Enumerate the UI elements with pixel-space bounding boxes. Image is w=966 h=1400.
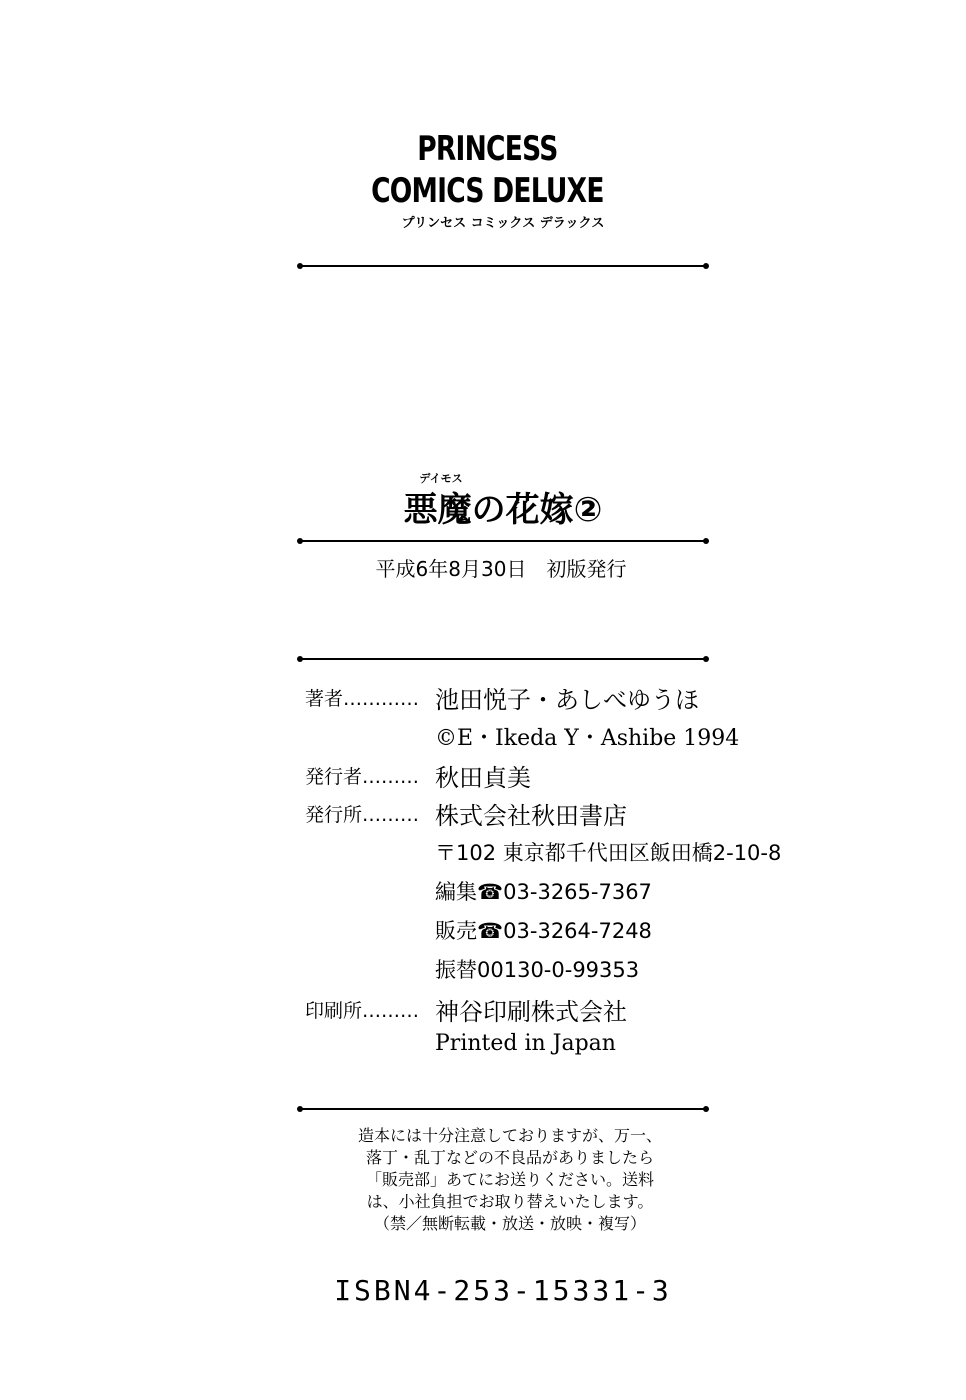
author-label: 著者…………	[305, 688, 420, 710]
printed-in-line: Printed in Japan	[435, 1031, 616, 1056]
printer-label: 印刷所………	[305, 1000, 420, 1022]
notice-line: 造本には十分注意しておりますが、万一、	[357, 1126, 662, 1145]
divider-top	[300, 265, 706, 267]
publication-date: 平成6年8月30日 初版発行	[375, 557, 627, 581]
series-kana: プリンセス コミックス デラックス	[401, 216, 605, 231]
series-title-line2: COMICS DELUXE	[371, 171, 604, 211]
author-value: 池田悦子・あしべゆうほ	[435, 686, 699, 714]
book-title: 悪魔の花嫁②	[403, 490, 603, 530]
notice-line: は、小社負担でお取り替えいたします。	[366, 1192, 654, 1211]
divider-notice	[300, 1108, 706, 1110]
isbn: ISBN4-253-15331-3	[334, 1274, 672, 1307]
editorial-phone: 編集☎03-3265-7367	[435, 880, 652, 904]
address-line: 〒102 東京都千代田区飯田橋2-10-8	[435, 841, 782, 865]
office-label: 発行所………	[305, 804, 420, 826]
divider-colophon	[300, 658, 706, 660]
divider-title	[300, 540, 706, 542]
transfer-account: 振替00130-0-99353	[435, 958, 640, 982]
notice-line: （禁／無断転載・放送・放映・複写）	[373, 1214, 646, 1233]
title-ruby: デイモス	[419, 472, 463, 485]
office-value: 株式会社秋田書店	[435, 802, 627, 830]
sales-phone: 販売☎03-3264-7248	[435, 919, 652, 943]
notice-block	[318, 1125, 702, 1235]
notice-line: 落丁・乱丁などの不良品がありましたら	[365, 1148, 654, 1167]
copyright-line: ©E・Ikeda Y・Ashibe 1994	[435, 726, 740, 751]
notice-line: 「販売部」あてにお送りください。送料	[365, 1170, 654, 1189]
series-title-line1: PRINCESS	[417, 129, 558, 169]
publisher-label: 発行者………	[305, 766, 420, 788]
publisher-value: 秋田貞美	[435, 764, 531, 792]
printer-value: 神谷印刷株式会社	[435, 998, 627, 1026]
